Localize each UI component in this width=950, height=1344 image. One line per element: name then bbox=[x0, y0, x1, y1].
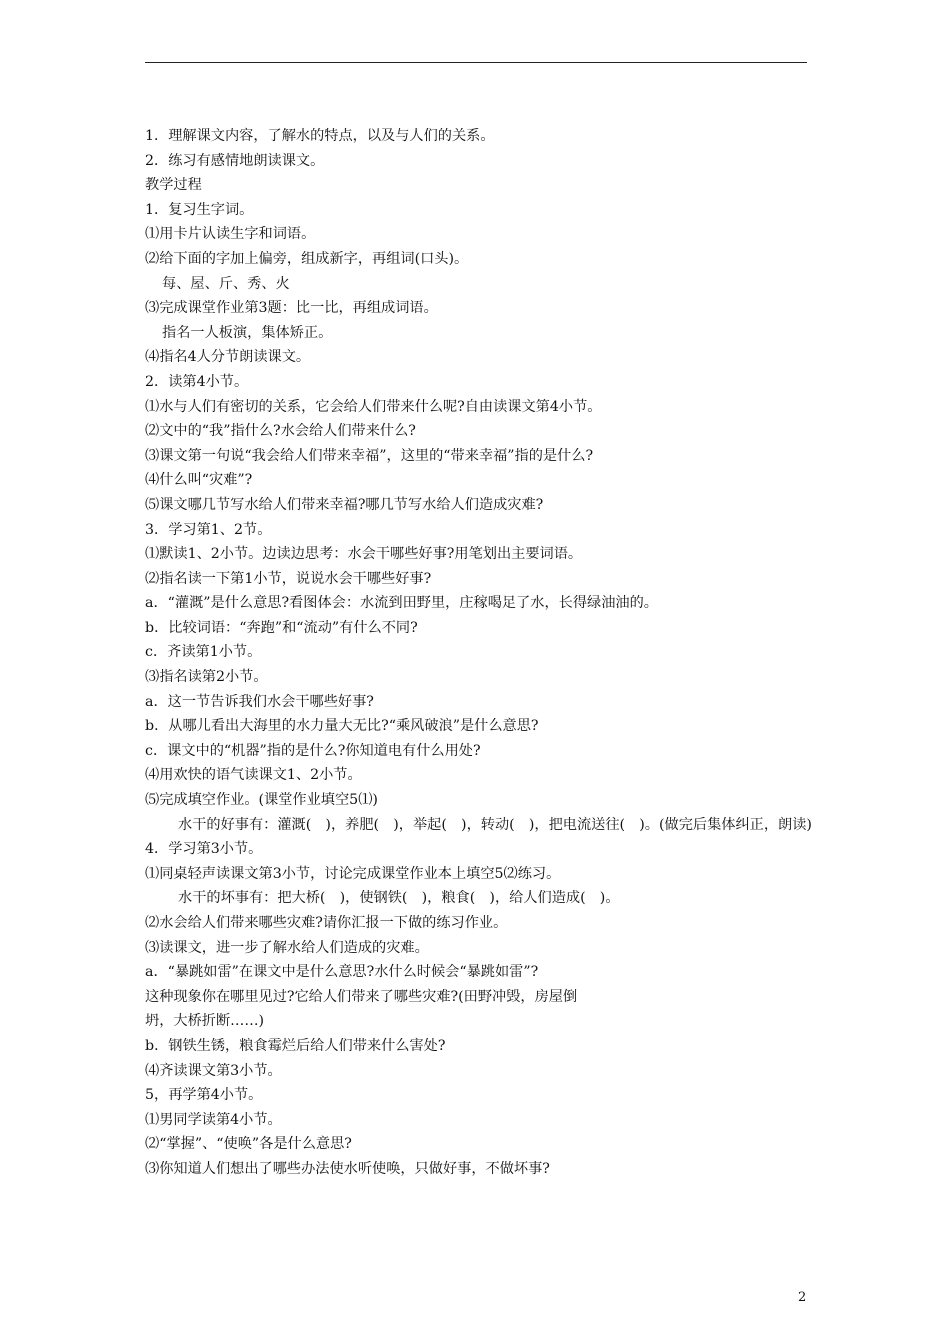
step-4-item-1: ⑴同桌轻声读课文第3小节，讨论完成课堂作业本上填空5⑵练习。 bbox=[145, 865, 561, 882]
step-3-item-4: ⑷用欢快的语气读课文1、2小节。 bbox=[145, 767, 362, 784]
objective-2: 2．练习有感情地朗读课文。 bbox=[145, 152, 325, 169]
step-1-item-1: ⑴用卡片认读生字和词语。 bbox=[145, 226, 316, 243]
step-1-item-2-chars: 每、屋、斤、秀、火 bbox=[162, 275, 290, 292]
step-3-item-1: ⑴默读1、2小节。边读边思考：水会干哪些好事?用笔划出主要词语。 bbox=[145, 546, 583, 563]
step-5-item-1: ⑴男同学读第4小节。 bbox=[145, 1111, 282, 1128]
step-3-item-3b: b．从哪儿看出大海里的水力量大无比?“乘风破浪”是什么意思? bbox=[145, 718, 539, 735]
step-1-item-3-note: 指名一人板演，集体矫正。 bbox=[162, 324, 333, 341]
step-3-item-2a: a．“灌溉”是什么意思?看图体会：水流到田野里，庄稼喝足了水，长得绿油油的。 bbox=[145, 595, 658, 612]
step-4-item-2: ⑵水会给人们带来哪些灾难?请你汇报一下做的练习作业。 bbox=[145, 915, 508, 931]
step-4-item-3a-cont-2: 坍，大桥折断……) bbox=[145, 1013, 265, 1030]
step-4-item-3: ⑶读课文，进一步了解水给人们造成的灾难。 bbox=[145, 939, 429, 956]
step-3-item-3c: c．课文中的“机器”指的是什么?你知道电有什么用处? bbox=[145, 742, 481, 759]
step-4-item-3a-cont-1: 这种现象你在哪里见过?它给人们带来了哪些灾难?(田野冲毁，房屋倒 bbox=[145, 988, 578, 1005]
page-number: 2 bbox=[798, 1290, 807, 1305]
step-2-item-3: ⑶课文第一句说“我会给人们带来幸福”，这里的“带来幸福”指的是什么? bbox=[145, 447, 594, 464]
step-4: 4．学习第3小节。 bbox=[145, 841, 263, 858]
section-heading: 教学过程 bbox=[145, 177, 202, 194]
step-3-item-5: ⑸完成填空作业。(课堂作业填空5⑴) bbox=[145, 792, 378, 809]
step-3-item-3a: a．这一节告诉我们水会干哪些好事? bbox=[145, 693, 374, 710]
step-4-item-3a: a．“暴跳如雷”在课文中是什么意思?水什么时候会“暴跳如雷”? bbox=[145, 964, 539, 981]
step-2-item-1: ⑴水与人们有密切的关系，它会给人们带来什么呢?自由读课文第4小节。 bbox=[145, 398, 602, 415]
step-3-item-2: ⑵指名读一下第1小节，说说水会干哪些好事? bbox=[145, 570, 432, 587]
step-3-item-3: ⑶指名读第2小节。 bbox=[145, 669, 268, 686]
header-rule bbox=[145, 62, 807, 63]
step-3-item-2c: c．齐读第1小节。 bbox=[145, 644, 262, 661]
step-1-item-3: ⑶完成课堂作业第3题：比一比，再组成词语。 bbox=[145, 300, 438, 317]
step-2-item-4: ⑷什么叫“灾难”? bbox=[145, 472, 253, 489]
step-3: 3．学习第1、2节。 bbox=[145, 521, 272, 538]
good-deeds-fill-blank: 水干的好事有：灌溉( )，养肥( )，举起( )，转动( )，把电流送往( )。(做完后集体纠正，朗读) bbox=[178, 816, 812, 833]
step-3-item-2b: b．比较词语：“奔跑”和“流动”有什么不同? bbox=[145, 619, 418, 636]
document-body bbox=[145, 124, 813, 1182]
step-2-item-5: ⑸课文哪几节写水给人们带来幸福?哪几节写水给人们造成灾难? bbox=[145, 496, 544, 513]
bad-deeds-fill-blank: 水干的坏事有：把大桥( )，使钢铁( )，粮食( )，给人们造成( )。 bbox=[178, 890, 620, 907]
step-5: 5，再学第4小节。 bbox=[145, 1087, 263, 1104]
step-2: 2．读第4小节。 bbox=[145, 373, 249, 390]
step-4-item-3b: b．钢铁生锈，粮食霉烂后给人们带来什么害处? bbox=[145, 1037, 446, 1054]
step-5-item-3: ⑶你知道人们想出了哪些办法使水听使唤，只做好事，不做坏事? bbox=[145, 1160, 550, 1177]
step-1: 1．复习生字词。 bbox=[145, 201, 254, 218]
step-1-item-4: ⑷指名4人分节朗读课文。 bbox=[145, 349, 311, 366]
step-2-item-2: ⑵文中的“我”指什么?水会给人们带来什么? bbox=[145, 423, 416, 440]
step-1-item-2: ⑵给下面的字加上偏旁，组成新字，再组词(口头)。 bbox=[145, 250, 469, 267]
step-4-item-4: ⑷齐读课文第3小节。 bbox=[145, 1062, 282, 1079]
step-5-item-2: ⑵“掌握”、“使唤”各是什么意思? bbox=[145, 1136, 352, 1153]
objective-1: 1．理解课文内容，了解水的特点，以及与人们的关系。 bbox=[145, 128, 495, 144]
